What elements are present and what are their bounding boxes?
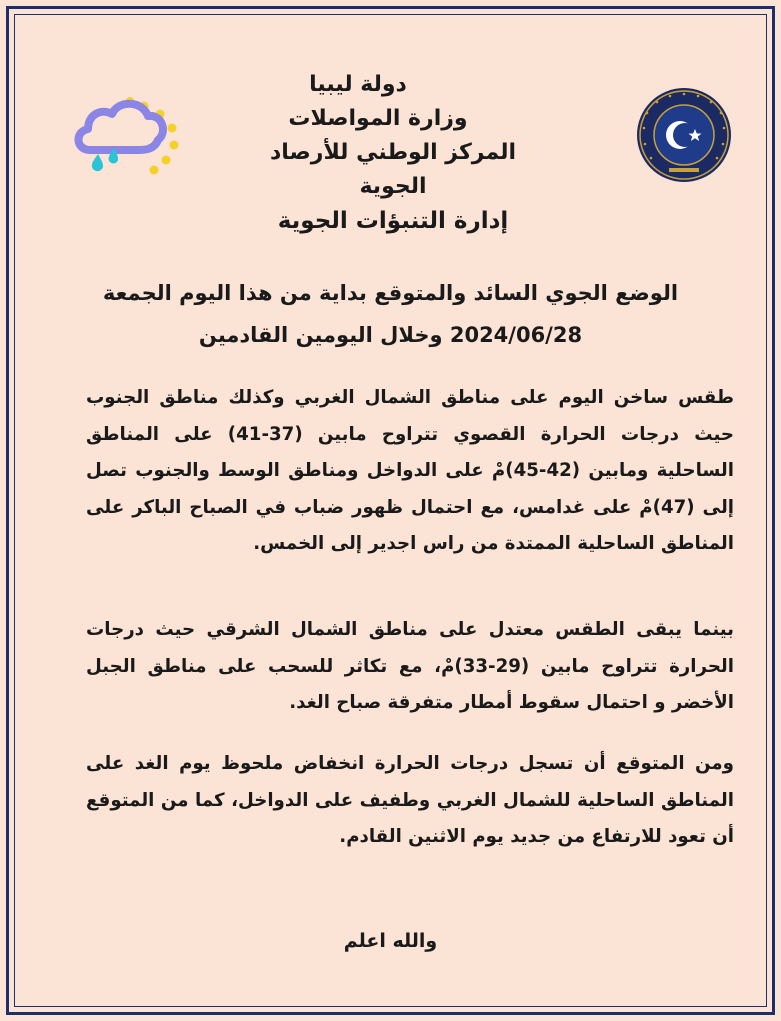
country-name: دولة ليبيا: [309, 72, 407, 97]
forecast-title: [60, 272, 721, 356]
title-line-1: الوضع الجوي السائد والمتوقع بداية من هذا اليوم الجمعة: [102, 281, 679, 305]
department-name: إدارة التنبؤات الجوية: [277, 208, 509, 234]
paragraph-outlook: ومن المتوقع أن تسجل درجات الحرارة انخفاض ملحوظ يوم الغد على المناطق الساحلية للشمال الغربي وطفيف على الدواخل، كما من المتوقع أن تعود للارتفاع من جديد يوم الاثنين القادم.: [86, 753, 734, 847]
title-line-2: 2024/06/28 وخلال اليومين القادمين: [198, 323, 583, 347]
closing-phrase: والله اعلم: [343, 930, 438, 952]
center-name: المركز الوطني للأرصاد الجوية: [269, 140, 517, 199]
paragraph-northwest-south: طقس ساخن اليوم على مناطق الشمال الغربي وكذلك مناطق الجنوب حيث درجات الحرارة القصوي تتراوح مابين (37-41) على المناطق الساحلية ومابين (42-45)مْ على الدواخل ومناطق الوسط والجنوب تصل إلى (47)مْ على غدامس، مع احتمال ظهور ضباب في الصباح الباكر على المناطق الساحلية الممتدة من راس اجدير إلى الخمس.: [86, 387, 735, 554]
paragraph-northeast: بينما يبقى الطقس معتدل على مناطق الشمال الشرقي حيث درجات الحرارة تتراوح مابين (29-33)مْ، مع تكاثر للسحب على مناطق الجبل الأخضر و احتمال سقوط أمطار متفرقة صباح الغد.: [86, 619, 734, 713]
ministry-name: وزارة المواصلات: [288, 106, 468, 131]
meteorological-center-seal-icon: [635, 86, 733, 184]
header-text-block: [233, 68, 553, 238]
